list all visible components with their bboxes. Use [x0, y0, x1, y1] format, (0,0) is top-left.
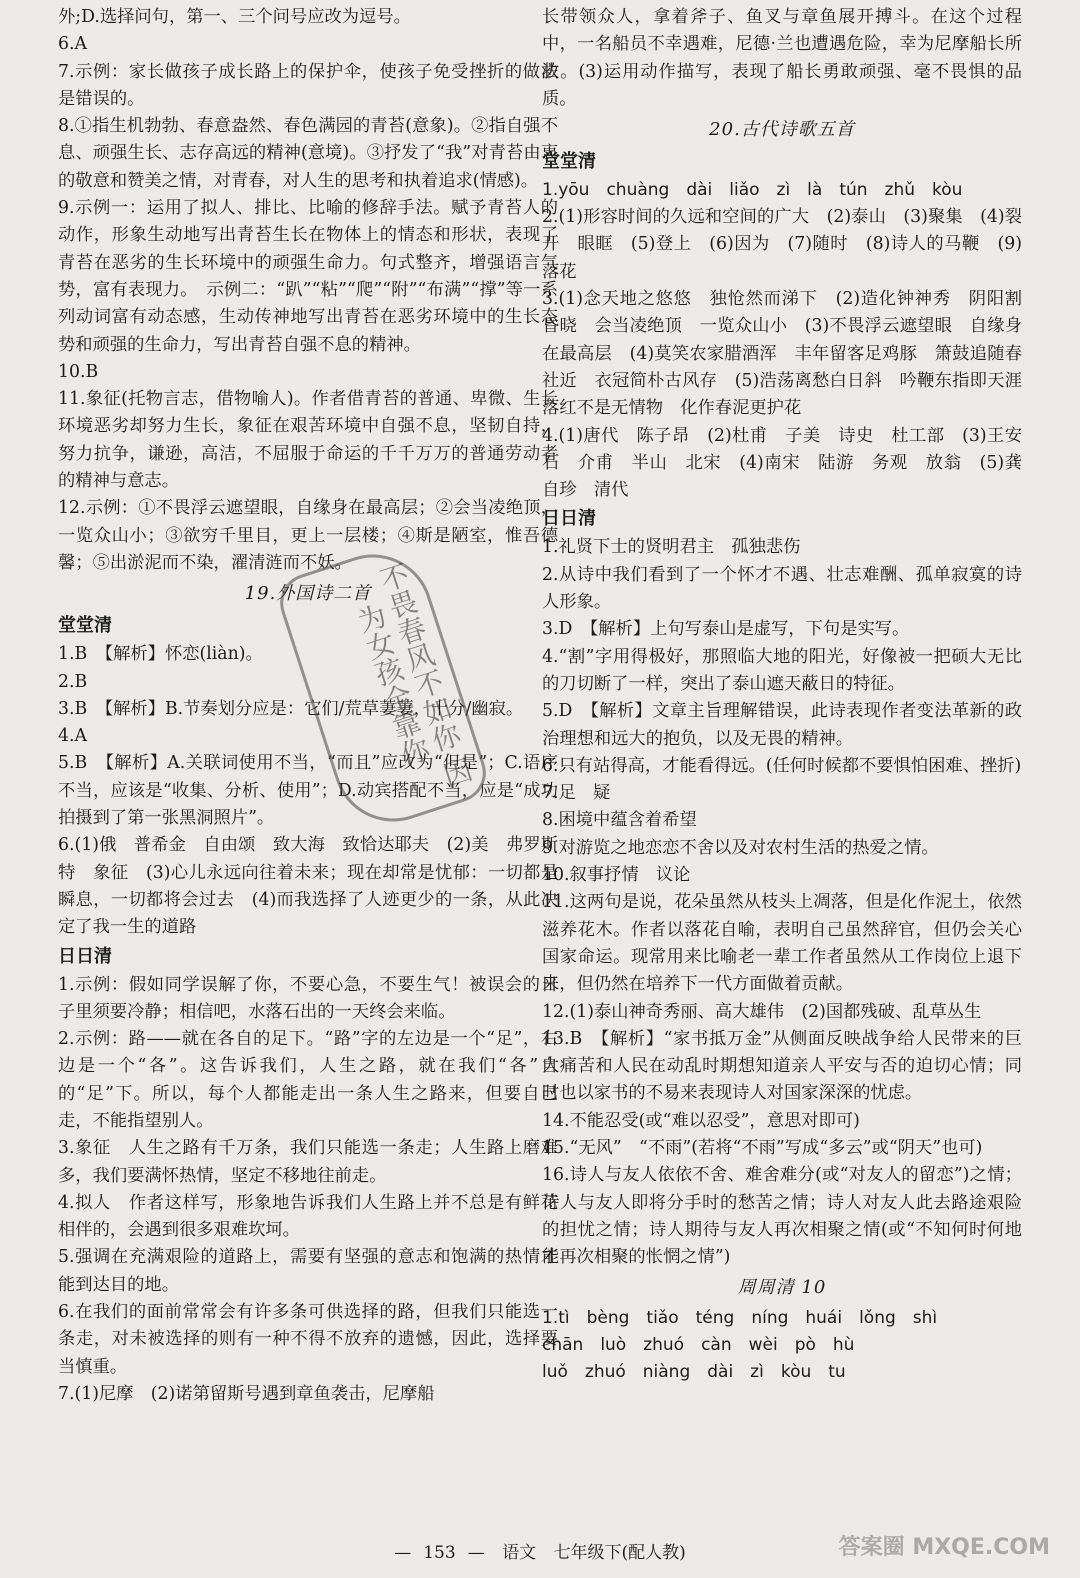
answer-item: 4.(1)唐代 陈子昂 (2)杜甫 子美 诗史 杜工部 (3)王安石 介甫 半山 北宋 (4)南宋 陆游 务观 放翁 (5)龚自珍 清代 — [542, 425, 1022, 501]
pinyin-weekly-1: 1.tì bèng tiǎo téng níng huái lǒng shì — [542, 1308, 938, 1329]
answer-item: 1.礼贤下士的贤明君主 孤独悲伤 — [542, 537, 801, 558]
answer-item: 2.B — [58, 671, 88, 692]
answer-item: 6.A — [58, 34, 87, 55]
pinyin-weekly-3: luǒ zhuó niàng dài zì kòu tu — [542, 1362, 846, 1383]
page-footer: — 153 — 语文 七年级下(配人教) — [394, 1543, 686, 1563]
answer-item: 4.拟人 作者这样写，形象地告诉我们人生路上并不总是有鲜花相伴的，会遇到很多艰难坎坷。 — [58, 1192, 558, 1241]
answer-item: 3.象征 人生之路有千万条，我们只能选一条走；人生路上磨难多，我们要满怀热情，坚定不移地往前走。 — [58, 1138, 558, 1186]
answer-item: 6.只有站得高，才能看得远。(任何时候都不要惧怕困难、挫折) — [542, 755, 1022, 776]
answer-item: 9.示例一：运用了拟人、排比、比喻的修辞手法。赋予青苔人的动作，形象生动地写出青苔生长在物体上的情态和形状，表现了青苔在恶劣的生长环境中的顽强生命力。句式整齐，增强语言气势，富有表现力。 示例二：“趴”“粘”“爬”“附”“布满”“撑”等一系列动词富有动态感，生动传神地写出青苔在恶劣环境中的生长态势和顽强的生命力，写出青苔自强不息的精神。 — [58, 198, 558, 355]
section-19-title: 19.外国诗二首 — [244, 583, 372, 605]
answer-item: 9.对游览之地恋恋不舍以及对农村生活的热爱之情。 — [542, 837, 939, 858]
answer-item: 5.B 【解析】A.关联词使用不当，“而且”应改为“但是”；C.语序不当，应该是“收集、分析、使用”；D.动宾搭配不当，应是“成功拍摄到了第一张黑洞照片”。 — [58, 753, 558, 829]
answer-item: 15.“无风” “不雨”(若将“不雨”写成“多云”或“阴天”也可) — [542, 1137, 983, 1158]
heading-tangtangqing-19: 堂堂清 — [58, 615, 112, 637]
answer-item: 2.(1)形容时间的久远和空间的广大 (2)泰山 (3)聚集 (4)裂开 眼眶 (5)登上 (6)因为 (7)随时 (8)诗人的马鞭 (9)落花 — [542, 207, 1022, 282]
answer-item: 1.示例：假如同学误解了你，不要心急，不要生气！被误会的日子里须要冷静；相信吧，水落石出的一天终会来临。 — [58, 974, 558, 1022]
answer-item: 4.A — [58, 726, 87, 747]
right-column — [542, 4, 1040, 1386]
answer-item: 6.在我们的面前常常会有许多条可供选择的路，但我们只能选一条走，对未被选择的则有一种不得不放弃的遗憾，因此，选择要当慎重。 — [58, 1302, 558, 1377]
heading-ririqing-19: 日日清 — [58, 945, 112, 967]
answer-item: 16.诗人与友人依依不舍、难舍难分(或“对友人的留恋”)之情；诗人与友人即将分手时的愁苦之情；诗人对友人此去路途艰险的担忧之情；诗人期待与友人再次相聚之情(或“不知何时何地能再次相聚的怅惘之情”) — [542, 1165, 1022, 1268]
section-20-title: 20.古代诗歌五首 — [709, 119, 855, 141]
heading-tangtangqing-20: 堂堂清 — [542, 151, 596, 173]
heading-ririqing-20: 日日清 — [542, 508, 596, 530]
section-weekly-title: 周周清 10 — [737, 1277, 827, 1299]
answer-item: 10.B — [58, 361, 99, 382]
subject-label: 语文 — [502, 1543, 537, 1563]
answer-item: 5.强调在充满艰险的道路上，需要有坚强的意志和饱满的热情才能到达目的地。 — [58, 1247, 558, 1295]
answer-item: 1.B 【解析】怀恋(liàn)。 — [58, 644, 263, 665]
answer-item: 外;D.选择问句，第一、三个问号应改为逗号。 — [58, 7, 411, 27]
answer-item: 11.这两句是说，花朵虽然从枝头上凋落，但是化作泥土，依然滋养花木。作者以落花自喻，表明自己虽然辞官，但仍会关心国家命运。现常用来比喻老一辈工作者虽然从工作岗位上退下来，但仍然在培养下一代方面做着贡献。 — [542, 892, 1022, 995]
answer-item: 5.D 【解析】文章主旨理解错误，此诗表现作者变法革新的政治理想和远大的抱负，以及无畏的精神。 — [542, 701, 1022, 749]
answer-item: 2.从诗中我们看到了一个怀才不遇、壮志难酬、孤单寂寞的诗人形象。 — [542, 564, 1022, 613]
answer-item: 11.象征(托物言志，借物喻人)。作者借青苔的普通、卑微、生长环境恶劣却努力生长，象征在艰苦环境中自强不息，坚韧自持，努力抗争，谦逊，高洁，不屈服于命运的千千万万的普通劳动者的精神与意志。 — [58, 389, 558, 492]
answer-item: 长带领众人，拿着斧子、鱼叉与章鱼展开搏斗。在这个过程中，一名船员不幸遇难，尼德·兰也遭遇危险，幸为尼摩船长所救。(3)运用动作描写，表现了船长勇敢顽强、毫不畏惧的品质。 — [542, 7, 1022, 109]
answer-item: 6.(1)俄 普希金 自由颂 致大海 致恰达耶夫 (2)美 弗罗斯特 象征 (3)心儿永远向往着未来；现在却常是忧郁：一切都是瞬息，一切都将会过去 (4)而我选择了人迹更少的一条，从此决定了我一生的道路 — [58, 835, 558, 938]
answer-item: 7.足 疑 — [542, 783, 611, 804]
answer-item: 3.D 【解析】上句写泰山是虚写，下句是实写。 — [542, 619, 910, 640]
answer-item: 7.(1)尼摩 (2)诺第留斯号遇到章鱼袭击，尼摩船 — [58, 1383, 435, 1404]
answer-item: 2.示例：路——就在各自的足下。“路”字的左边是一个“足”，右边是一个“各”。这告诉我们，人生之路，就在我们“各”自的“足”下。所以，每个人都能走出一条人生之路来，但要自己走，不能指望别人。 — [58, 1029, 558, 1131]
answer-item: 8.困境中蕴含着希望 — [542, 810, 697, 831]
answer-item: 3.B 【解析】B.节奏划分应是：它们/荒草萋萋，十分/幽寂。 — [58, 698, 524, 719]
answer-item: 3.(1)念天地之悠悠 独怆然而涕下 (2)造化钟神秀 阴阳割昏晓 会当凌绝顶 一览众山小 (3)不畏浮云遮望眼 自缘身在最高层 (4)莫笑农家腊酒浑 丰年留客足鸡豚 箫鼓追随春社近 衣冠简朴古风存 (5)浩荡离愁白日斜 吟鞭东指即天涯 落红不是无情物 化作春泥更护花 — [542, 289, 1040, 419]
pinyin-answer-1: 1.yōu chuàng dài liǎo zì là tún zhǔ kòu — [542, 180, 963, 201]
answer-item: 12.(1)泰山神奇秀丽、高大雄伟 (2)国都残破、乱草丛生 — [542, 1001, 982, 1022]
answer-item: 12.示例：①不畏浮云遮望眼，自缘身在最高层；②会当凌绝顶，一览众山小；③欲穷千里目，更上一层楼；④斯是陋室，惟吾德馨；⑤出淤泥而不染，濯清涟而不妖。 — [58, 498, 558, 573]
answer-item: 7.示例：家长做孩子成长路上的保护伞，使孩子免受挫折的做法是错误的。 — [58, 61, 558, 109]
answer-item: 10.叙事抒情 议论 — [542, 865, 691, 886]
watermark-logo: 答案圈 MXQE.COM — [838, 1535, 1050, 1560]
stamp-seal: 不畏春风不如你 因为女孩全靠你 — [272, 539, 493, 837]
pinyin-weekly-2: chān luò zhuó càn wèi pò hù — [542, 1335, 855, 1356]
page-number: 153 — [423, 1543, 456, 1563]
answer-item: 14.不能忍受(或“难以忍受”，意思对即可) — [542, 1110, 860, 1131]
answer-item: 4.“割”字用得极好，那照临大地的阳光，好像被一把硕大无比的刀切断了一样，突出了泰山遮天蔽日的特征。 — [542, 646, 1022, 694]
answer-item: 8.①指生机勃勃、春意盎然、春色满园的青苔(意象)。②指自强不息、顽强生长、志存高远的精神(意境)。③抒发了“我”对青苔由衷的敬意和赞美之情，对青春，对人生的思考和执着追求(情感)。 — [58, 116, 558, 191]
grade-label: 七年级下(配人教) — [553, 1543, 686, 1563]
left-column — [58, 4, 558, 1408]
answer-item: 13.B 【解析】“家书抵万金”从侧面反映战争给人民带来的巨大痛苦和人民在动乱时期想知道亲人平安与否的迫切心情；同时也以家书的不易来表现诗人对国家深深的忧虑。 — [542, 1028, 1022, 1104]
